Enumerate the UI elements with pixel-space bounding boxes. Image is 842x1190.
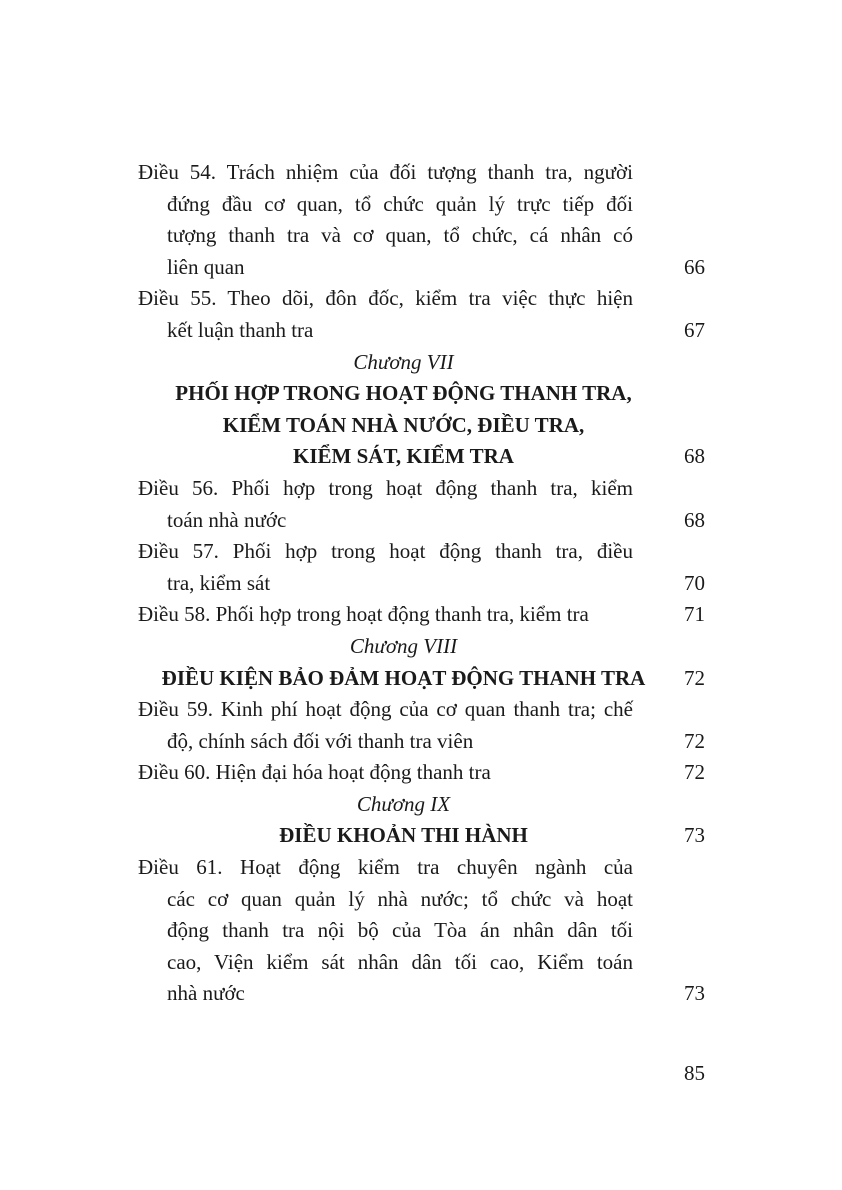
entry-text-line: toán nhà nước bbox=[167, 507, 287, 532]
toc-chapter-heading bbox=[138, 631, 705, 694]
entry-text-line: tượng thanh tra và cơ quan, tổ chức, cá nhân có bbox=[167, 223, 633, 248]
entry-text-line: độ, chính sách đối với thanh tra viên bbox=[167, 728, 474, 753]
entry-text-line: kết luận thanh tra bbox=[167, 317, 314, 342]
toc-entry bbox=[138, 599, 705, 631]
entry-page-number: 72 bbox=[684, 728, 705, 753]
toc-entry bbox=[138, 694, 705, 757]
chapter-title-line: KIỂM TOÁN NHÀ NƯỚC, ĐIỀU TRA, bbox=[222, 412, 585, 437]
entry-page-number: 68 bbox=[684, 444, 705, 469]
toc-entry bbox=[138, 536, 705, 599]
toc-entry bbox=[138, 852, 705, 1010]
entry-text-line: Điều 57. Phối hợp trong hoạt động thanh tra, điều bbox=[138, 539, 633, 564]
entry-text-line: liên quan bbox=[167, 254, 245, 279]
toc-chapter-heading bbox=[138, 789, 705, 852]
entry-page-number: 73 bbox=[684, 981, 705, 1006]
entry-text-line: Điều 60. Hiện đại hóa hoạt động thanh tra bbox=[138, 760, 491, 785]
entry-text-line: cao, Viện kiểm sát nhân dân tối cao, Kiểm toán bbox=[167, 949, 633, 974]
entry-text-line: Điều 56. Phối hợp trong hoạt động thanh tra, kiểm bbox=[138, 475, 633, 500]
entry-text-line: nhà nước bbox=[167, 981, 245, 1006]
entry-text-line: Điều 58. Phối hợp trong hoạt động thanh tra, kiểm tra bbox=[138, 602, 589, 627]
entry-page-number: 67 bbox=[684, 317, 705, 342]
toc bbox=[138, 157, 705, 1010]
entry-text-line: Điều 59. Kinh phí hoạt động của cơ quan thanh tra; chế bbox=[138, 697, 633, 722]
entry-page-number: 68 bbox=[684, 507, 705, 532]
entry-page-number: 72 bbox=[684, 665, 705, 690]
chapter-label: Chương IX bbox=[356, 791, 451, 816]
toc-entry bbox=[138, 473, 705, 536]
chapter-title-line: KIỂM SÁT, KIỂM TRA bbox=[293, 444, 514, 469]
entry-page-number: 72 bbox=[684, 760, 705, 785]
toc-entry bbox=[138, 757, 705, 789]
entry-page-number: 71 bbox=[684, 602, 705, 627]
entry-page-number: 66 bbox=[684, 254, 705, 279]
entry-text-line: Điều 61. Hoạt động kiểm tra chuyên ngành của bbox=[138, 855, 633, 880]
page-folio-number: 85 bbox=[684, 1061, 705, 1085]
toc-chapter-heading bbox=[138, 347, 705, 473]
toc-entry bbox=[138, 157, 705, 283]
entry-page-number: 70 bbox=[684, 570, 705, 595]
entry-text-line: động thanh tra nội bộ của Tòa án nhân dân tối bbox=[167, 918, 633, 943]
entry-page-number: 73 bbox=[684, 823, 705, 848]
entry-text-line: các cơ quan quản lý nhà nước; tổ chức và hoạt bbox=[167, 886, 633, 911]
entry-text-line: đứng đầu cơ quan, tổ chức quản lý trực tiếp đối bbox=[167, 191, 633, 216]
chapter-label: Chương VIII bbox=[349, 633, 458, 658]
entry-text-line: tra, kiểm sát bbox=[167, 570, 271, 595]
chapter-title-line: ĐIỀU KIỆN BẢO ĐẢM HOẠT ĐỘNG THANH TRA bbox=[161, 665, 646, 690]
chapter-label: Chương VII bbox=[353, 349, 454, 374]
entry-text-line: Điều 55. Theo dõi, đôn đốc, kiểm tra việc thực hiện bbox=[138, 286, 633, 311]
chapter-title-line: ĐIỀU KHOẢN THI HÀNH bbox=[279, 823, 528, 848]
toc-entry bbox=[138, 283, 705, 346]
chapter-title-line: PHỐI HỢP TRONG HOẠT ĐỘNG THANH TRA, bbox=[175, 381, 632, 406]
entry-text-line: Điều 54. Trách nhiệm của đối tượng thanh tra, người bbox=[138, 160, 633, 184]
